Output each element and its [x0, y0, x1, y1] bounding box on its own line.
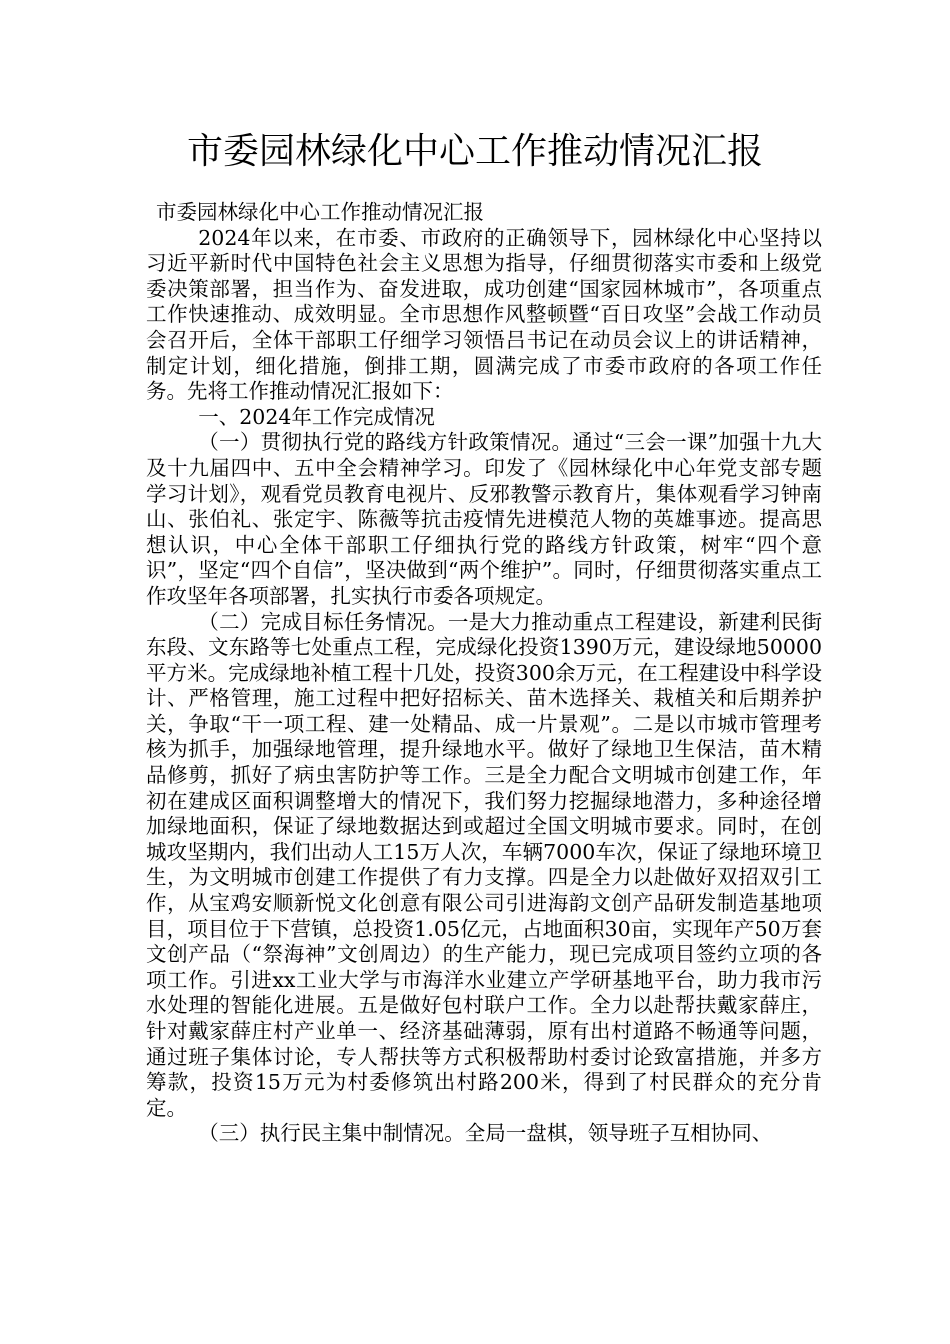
- paragraph-policy-execution: （一）贯彻执行党的路线方针政策情况。通过“三会一课”加强十九大及十九届四中、五中全会精神学习。印发了《园林绿化中心年党支部专题学习计划》，观看党员教育电视片、反邪教警示教育片，集体观看学习钟南山、张伯礼、张定宇、陈薇等抗击疫情先进模范人物的英雄事迹。提高思想认识，中心全体干部职工仔细执行党的路线方针政策，树牢“四个意识”，坚定“四个自信”，坚决做到“两个维护”。同时，仔细贯彻落实重点工作攻坚年各项部署，扎实执行市委各项规定。: [146, 430, 822, 608]
- document-title: 市委园林绿化中心工作推动情况汇报: [186, 131, 763, 172]
- paragraph-target-tasks: （二）完成目标任务情况。一是大力推动重点工程建设，新建利民街东段、文东路等七处重点工程，完成绿化投资1390万元，建设绿地50000平方米。完成绿地补植工程十几处，投资300余万元，在工程建设中科学设计、严格管理，施工过程中把好招标关、苗木选择关、栽植关和后期养护关，争取“干一项工程、建一处精品、成一片景观”。二是以市城市管理考核为抓手，加强绿地管理，提升绿地水平。做好了绿地卫生保洁，苗木精品修剪，抓好了病虫害防护等工作。三是全力配合文明城市创建工作，年初在建成区面积调整增大的情况下，我们努力挖掘绿地潜力，多种途径增加绿地面积，保证了绿地数据达到或超过全国文明城市要求。同时，在创城攻坚期内，我们出动人工15万人次，车辆7000车次，保证了绿地环境卫生，为文明城市创建工作提供了有力支撑。四是全力以赴做好双招双引工作，从宝鸡安顺新悦文化创意有限公司引进海韵文创产品研发制造基地项目，项目位于下营镇，总投资1.05亿元，占地面积30亩，实现年产50万套文创产品（“祭海神”文创周边）的生产能力，现已完成项目签约立项的各项工作。引进xx工业大学与市海洋水业建立产学研基地平台，助力我市污水处理的智能化进展。五是做好包村联户工作。全力以赴帮扶戴家薛庄，针对戴家薛庄村产业单一、经济基础薄弱，原有出村道路不畅通等问题，通过班子集体讨论，专人帮扶等方式积极帮助村委讨论致富措施，并多方筹款，投资15万元为村委修筑出村路200米，得到了村民群众的充分肯定。: [146, 609, 822, 1120]
- document-subtitle: 市委园林绿化中心工作推动情况汇报: [156, 200, 484, 224]
- paragraph-democratic-centralism: （三）执行民主集中制情况。全局一盘棋，领导班子互相协同、: [198, 1121, 773, 1146]
- document-body: [146, 200, 822, 1147]
- section-heading: 一、2024年工作完成情况: [198, 404, 435, 429]
- intro-paragraph: 2024年以来，在市委、市政府的正确领导下，园林绿化中心坚持以习近平新时代中国特色社会主义思想为指导，仔细贯彻落实市委和上级党委决策部署，担当作为、奋发进取，成功创建“国家园林城市”，各项重点工作快速推动、成效明显。全市思想作风整顿暨“百日攻坚”会战工作动员会召开后，全体干部职工仔细学习领悟吕书记在动员会议上的讲话精神，制定计划，细化措施，倒排工期，圆满完成了市委市政府的各项工作任务。先将工作推动情况汇报如下：: [146, 225, 822, 404]
